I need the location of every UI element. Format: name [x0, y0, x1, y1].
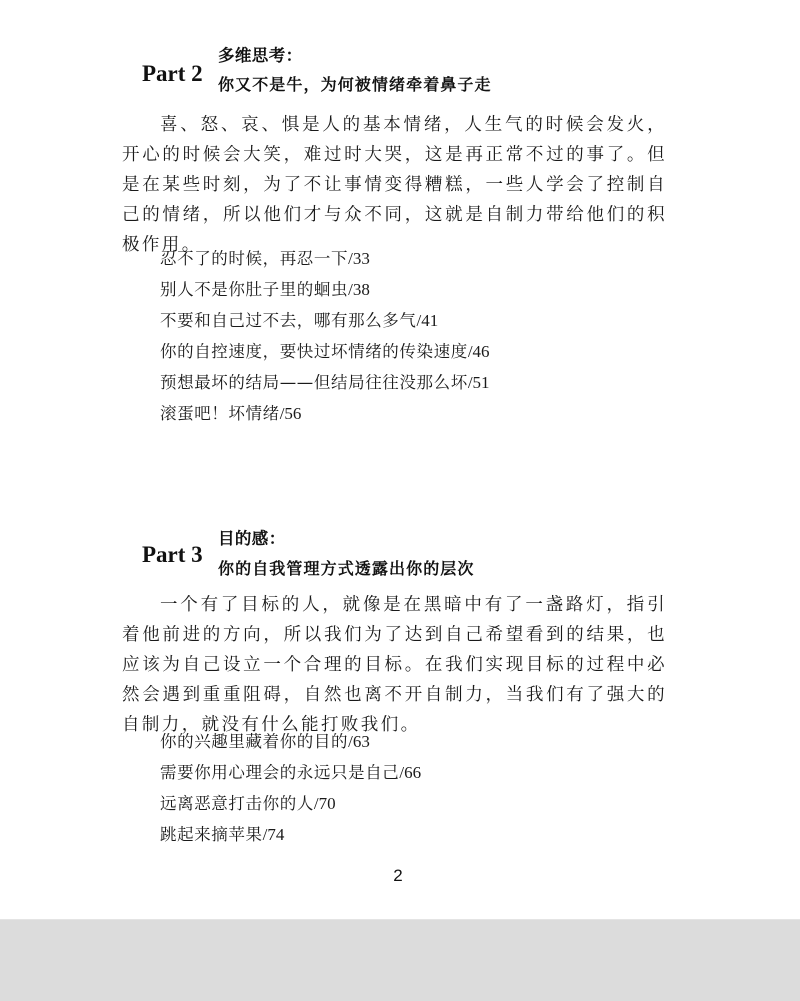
toc-entry-title: 跳起来摘苹果 — [160, 825, 263, 844]
toc-entry-title: 滚蛋吧！坏情绪 — [160, 404, 280, 423]
page-number: 2 — [393, 866, 403, 885]
toc-entry[interactable] — [160, 788, 421, 819]
part-intro-paragraph: 一个有了目标的人，就像是在黑暗中有了一盏路灯，指引着他前进的方向，所以我们为了达到自己希望看到的结果，也应该为自己设立一个合理的目标。在我们实现目标的过程中必然会遇到重重阻碍，自然也离不开自制力，当我们有了强大的自制力，就没有什么能打败我们。 — [122, 595, 667, 735]
part-intro-paragraph: 喜、怒、哀、惧是人的基本情绪，人生气的时候会发火，开心的时候会大笑，难过时大哭，这是再正常不过的事了。但是在某些时刻，为了不让事情变得糟糕，一些人学会了控制自己的情绪，所以他们才与众不同，这就是自制力带给他们的积极作用。 — [122, 115, 667, 255]
toc-entry-page: /63 — [348, 732, 370, 751]
toc-entry[interactable] — [160, 274, 490, 305]
toc-entry-page: /66 — [399, 763, 422, 782]
toc-entry-title: 预想最坏的结局——但结局往往没那么坏 — [160, 373, 468, 392]
toc-entry-title: 需要你用心理会的永远只是自己 — [160, 763, 400, 782]
viewer-background-band — [0, 919, 800, 1001]
part-title: 目的感： — [218, 529, 286, 548]
toc-entry[interactable] — [160, 819, 421, 850]
toc-entry-page: /56 — [279, 404, 302, 423]
part-subtitle: 你的自我管理方式透露出你的层次 — [218, 559, 475, 578]
toc-entry[interactable] — [160, 243, 490, 274]
toc-entry[interactable] — [160, 336, 490, 367]
toc-entry-page: /41 — [416, 311, 439, 330]
toc-entry-title: 别人不是你肚子里的蛔虫 — [160, 280, 349, 299]
toc-entry-title: 忍不了的时候，再忍一下 — [160, 249, 349, 268]
toc-list — [160, 243, 490, 429]
toc-entry-title: 远离恶意打击你的人 — [160, 794, 314, 813]
toc-entry[interactable] — [160, 757, 421, 788]
toc-entry-page: /74 — [262, 825, 285, 844]
part-label: Part 3 — [142, 542, 203, 567]
toc-entry-page: /51 — [467, 373, 490, 392]
part-label: Part 2 — [142, 61, 203, 86]
toc-entry[interactable] — [160, 398, 490, 429]
part-subtitle: 你又不是牛，为何被情绪牵着鼻子走 — [218, 75, 492, 94]
toc-entry[interactable] — [160, 305, 490, 336]
toc-entry[interactable] — [160, 726, 421, 757]
toc-entry-page: /38 — [348, 280, 370, 299]
toc-entry[interactable] — [160, 367, 490, 398]
toc-list — [160, 726, 421, 850]
toc-entry-page: /46 — [467, 342, 490, 361]
toc-entry-title: 你的兴趣里藏着你的目的 — [160, 732, 349, 751]
toc-entry-title: 你的自控速度，要快过坏情绪的传染速度 — [160, 342, 468, 361]
toc-entry-page: /33 — [348, 249, 370, 268]
toc-entry-page: /70 — [313, 794, 336, 813]
part-title: 多维思考： — [218, 46, 303, 65]
toc-entry-title: 不要和自己过不去，哪有那么多气 — [160, 311, 417, 330]
